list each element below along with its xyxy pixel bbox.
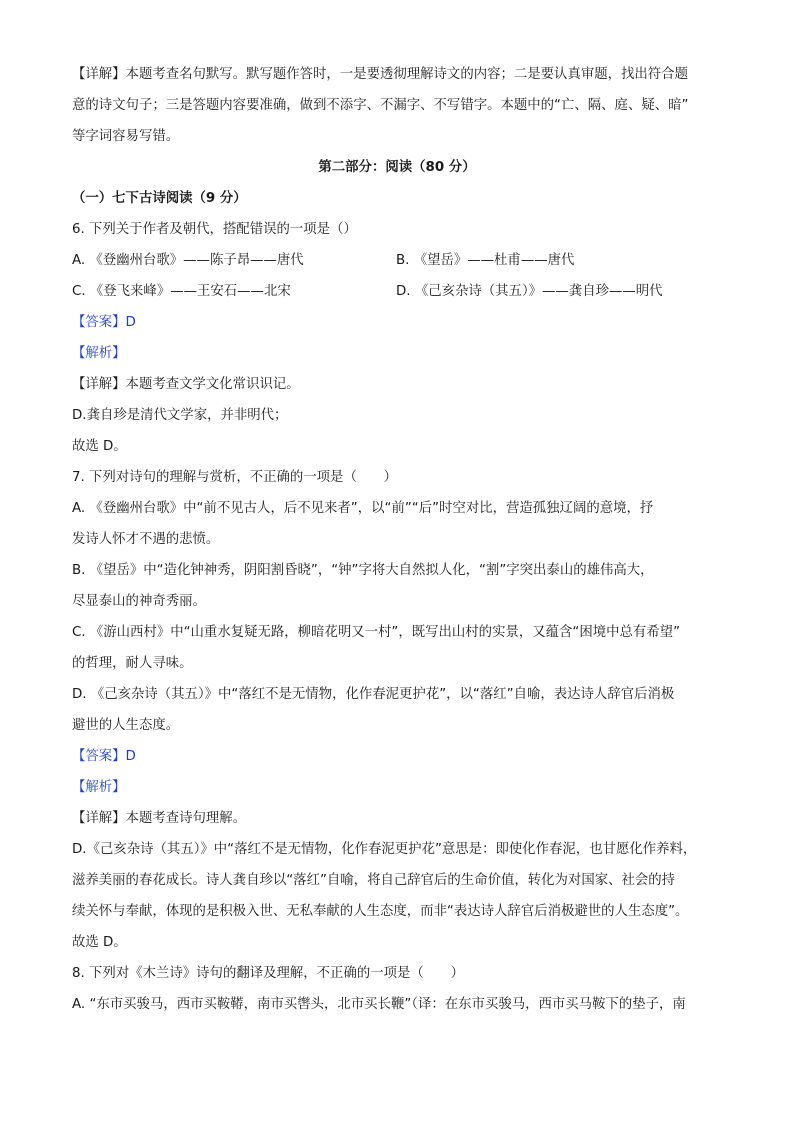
question-6-stem: 6. 下列关于作者及朝代，搭配错误的一项是（）: [72, 222, 357, 237]
explanation-q7-line-1: 【详解】本题考查诗句理解。: [72, 811, 247, 826]
question-6-option-a: A. 《登幽州台歌》——陈子昂——唐代: [72, 253, 304, 268]
subsection-heading: （一）七下古诗阅读（9 分）: [72, 191, 247, 206]
answer-label: 【答案】D: [72, 315, 136, 330]
explanation-q6-line-2: D.龚自珍是清代文学家，并非明代；: [72, 408, 288, 423]
question-7-option-a-line-1: A. 《登幽州台歌》中“前不见古人，后不见来者”，以“前”“后”时空对比，营造孤独辽阔的意境，抒: [72, 501, 654, 516]
explanation-q7-line-5: 故选 D。: [72, 935, 127, 950]
question-6-option-b: B. 《望岳》——杜甫——唐代: [396, 253, 575, 268]
question-8-stem: 8. 下列对《木兰诗》诗句的翻译及理解，不正确的一项是（ ）: [72, 966, 464, 981]
explanation-q5-line-2: 意的诗文句子；三是答题内容要准确，做到不添字、不漏字、不写错字。本题中的“亡、隔、庭、疑、暗”: [72, 98, 689, 113]
question-7-option-c-line-2: 的哲理，耐人寻味。: [72, 656, 193, 671]
analysis-label: 【解析】: [72, 346, 126, 361]
explanation-q6-line-1: 【详解】本题考查文学文化常识识记。: [72, 377, 300, 392]
explanation-q7-line-4: 续关怀与奉献，体现的是积极入世、无私奉献的人生态度，而非“表达诗人辞官后消极避世的人生态度”。: [72, 904, 689, 919]
question-7-option-b-line-1: B. 《望岳》中“造化钟神秀，阴阳割昏晓”，“钟”字将大自然拟人化，“割”字突出泰山的雄伟高大，: [72, 563, 654, 578]
section-heading: 第二部分：阅读（80 分）: [318, 160, 476, 175]
question-7-option-d-line-1: D. 《己亥杂诗（其五）》中“落红不是无情物，化作春泥更护花”，以“落红”自喻，表达诗人辞官后消极: [72, 687, 675, 702]
question-7-option-a-line-2: 发诗人怀才不遇的悲愤。: [72, 532, 220, 547]
question-7-option-d-line-2: 避世的人生态度。: [72, 718, 180, 733]
question-8-option-a-line-1: A. “东市买骏马，西市买鞍鞯，南市买辔头，北市买长鞭”（译：在东市买骏马，西市买马鞍下的垫子，南: [72, 997, 686, 1012]
question-7-option-b-line-2: 尽显泰山的神奇秀丽。: [72, 594, 206, 609]
explanation-q6-line-3: 故选 D。: [72, 439, 127, 454]
question-7-option-c-line-1: C. 《游山西村》中“山重水复疑无路，柳暗花明又一村”，既写出山村的实景，又蕴含“困境中总有希望”: [72, 625, 681, 640]
analysis-label: 【解析】: [72, 780, 126, 795]
explanation-q5-line-1: 【详解】本题考查名句默写。默写题作答时，一是要透彻理解诗文的内容；二是要认真审题，找出符合题: [72, 67, 688, 82]
explanation-q7-line-2: D.《己亥杂诗（其五）》中“落红不是无情物，化作春泥更护花”意思是：即使化作春泥，也甘愿化作养料，: [72, 842, 697, 857]
question-6-option-c: C. 《登飞来峰》——王安石——北宋: [72, 284, 291, 299]
question-6-option-d: D. 《己亥杂诗（其五）》——龚自珍——明代: [396, 284, 663, 299]
explanation-q5-line-3: 等字词容易写错。: [72, 129, 180, 144]
question-7-stem: 7. 下列对诗句的理解与赏析，不正确的一项是（ ）: [72, 470, 398, 485]
answer-label: 【答案】D: [72, 749, 136, 764]
explanation-q7-line-3: 滋养美丽的春花成长。诗人龚自珍以“落红”自喻，将自己辞官后的生命价值，转化为对国家、社会的持: [72, 873, 676, 888]
